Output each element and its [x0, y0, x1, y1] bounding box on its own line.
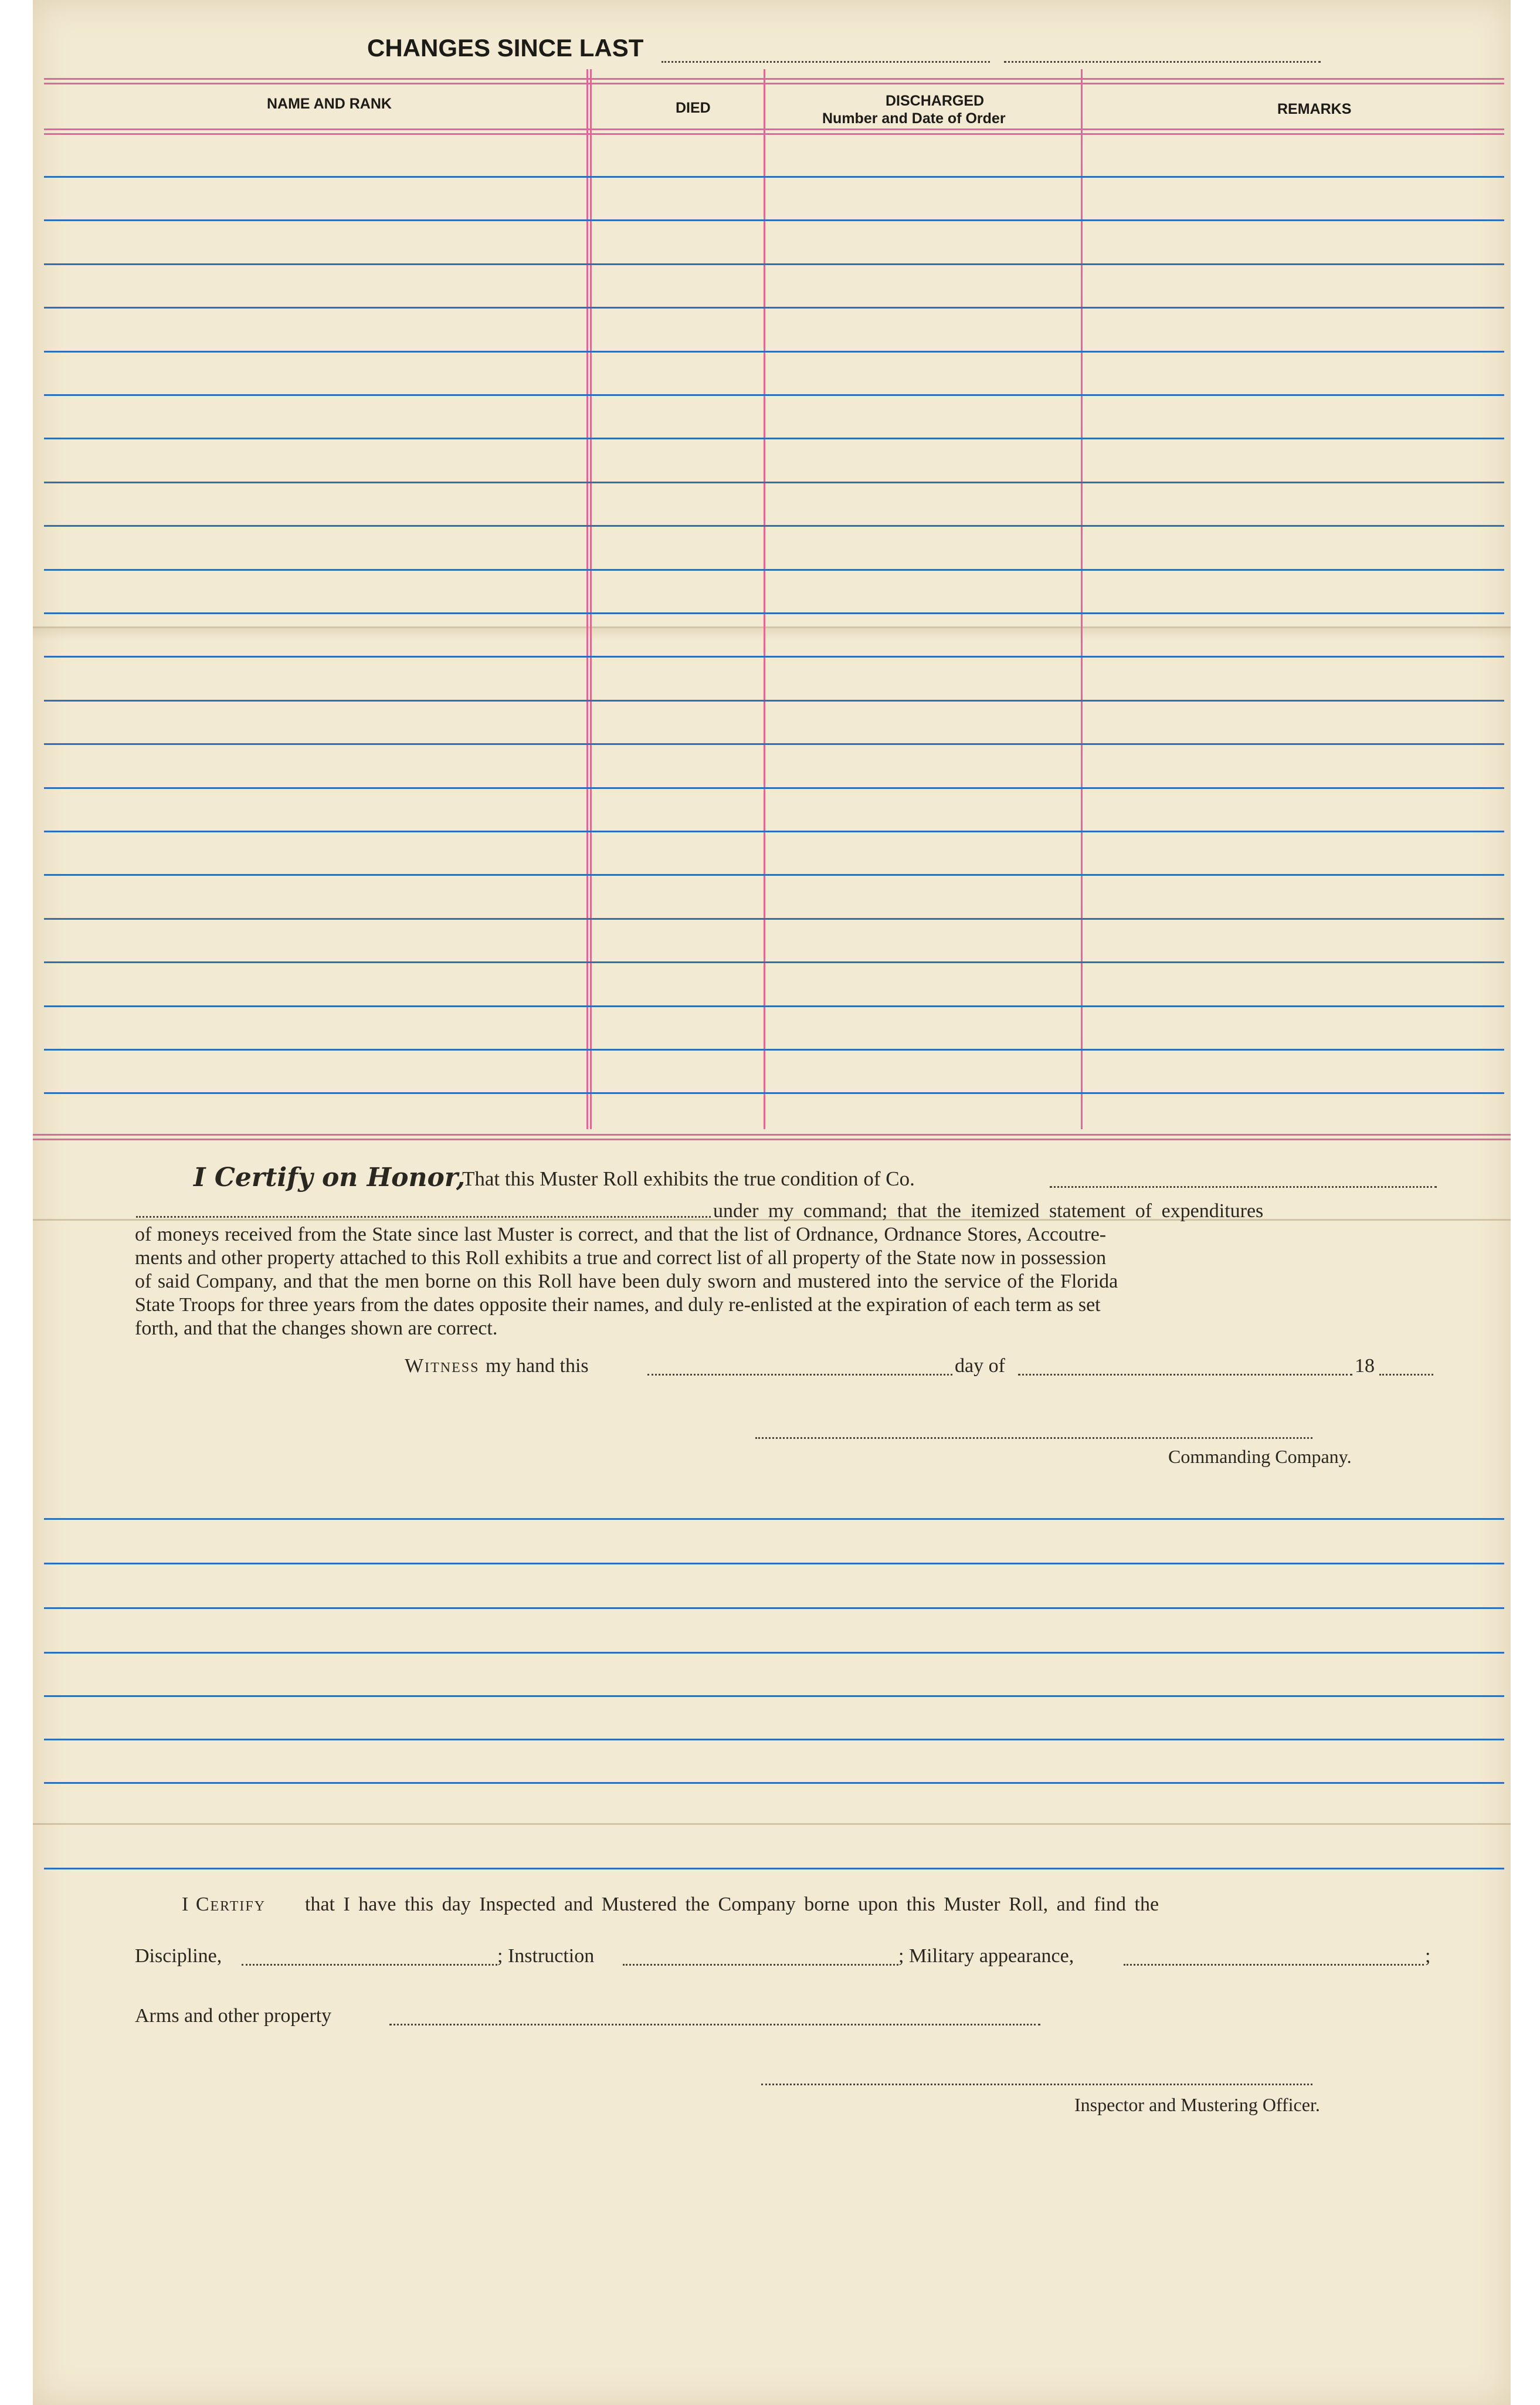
table-row-rule — [44, 743, 1504, 745]
certify-line-6: State Troops for three years from the dates opposite their names, and duly re-enlisted at the expiration of each term as set — [135, 1294, 1101, 1316]
table-row-rule — [44, 874, 1504, 876]
discipline-blank — [242, 1964, 497, 1966]
blank-ruled-line — [44, 1518, 1504, 1520]
table-row-rule — [44, 525, 1504, 527]
arms-label: Arms and other property — [135, 2005, 332, 2027]
header-top-rule — [44, 83, 1504, 84]
column-divider — [764, 69, 765, 1129]
table-row-rule — [44, 831, 1504, 832]
day-of-label: day of — [955, 1355, 1005, 1377]
table-row-rule — [44, 351, 1504, 353]
table-bottom-rule — [33, 1139, 1511, 1140]
column-divider — [1081, 69, 1083, 1129]
fold-shadow — [33, 628, 1511, 640]
table-row-rule — [44, 961, 1504, 963]
certify-line-5: of said Company, and that the men borne on this Roll have been duly sworn and mustered into the service of the Florida — [135, 1271, 1118, 1292]
year-prefix: 18 — [1355, 1355, 1375, 1377]
changes-title: CHANGES SINCE LAST — [367, 34, 644, 62]
certify-on-honor-heading: I Certify on Honor, — [194, 1163, 466, 1193]
table-row-rule — [44, 176, 1504, 178]
blank-ruled-line — [44, 1695, 1504, 1697]
column-divider — [590, 69, 592, 1129]
arms-blank — [389, 2024, 1040, 2025]
certify-line-3: of moneys received from the State since last Muster is correct, and that the list of Ordnance, Ordnance Stores, Accoutre- — [135, 1224, 1107, 1245]
column-name-rank: NAME AND RANK — [267, 96, 392, 112]
title-fill-line-1 — [662, 61, 990, 63]
inspector-signature-line — [761, 2084, 1312, 2085]
month-blank — [1018, 1374, 1352, 1376]
column-remarks: REMARKS — [1277, 101, 1352, 117]
column-died: DIED — [676, 100, 711, 116]
table-bottom-rule — [33, 1134, 1511, 1136]
header-top-rule — [44, 78, 1504, 80]
instruction-blank — [623, 1964, 898, 1966]
discipline-label: Discipline, — [135, 1945, 222, 1967]
witness-rest: my hand this — [486, 1355, 589, 1377]
blank-ruled-line — [44, 1868, 1504, 1869]
header-bottom-rule — [44, 128, 1504, 130]
table-row-rule — [44, 263, 1504, 265]
table-row-rule — [44, 482, 1504, 483]
table-row-rule — [44, 918, 1504, 920]
blank-ruled-line — [44, 1652, 1504, 1654]
fold-line — [33, 1823, 1511, 1825]
title-fill-line-2 — [1004, 61, 1321, 63]
military-appearance-label: ; Military appearance, — [898, 1945, 1074, 1967]
table-row-rule — [44, 394, 1504, 396]
table-row-rule — [44, 438, 1504, 439]
blank-ruled-line — [44, 1563, 1504, 1564]
certify-line-1: That this Muster Roll exhibits the true condition of Co. — [462, 1167, 915, 1190]
header-bottom-rule — [44, 133, 1504, 135]
column-discharged-subtitle: Number and Date of Order — [822, 110, 1006, 127]
year-blank — [1379, 1374, 1433, 1376]
certify-line-4: ments and other property attached to this Roll exhibits a true and correct list of all property of the State now in possession — [135, 1247, 1107, 1269]
table-row-rule — [44, 569, 1504, 571]
table-row-rule — [44, 700, 1504, 702]
table-row-rule — [44, 1049, 1504, 1051]
table-row-rule — [44, 219, 1504, 221]
table-row-rule — [44, 787, 1504, 789]
inspector-certify-prefix: I Certify — [182, 1893, 266, 1915]
certify-line-7: forth, and that the changes shown are correct. — [135, 1317, 498, 1339]
inspector-signature-label: Inspector and Mustering Officer. — [1074, 2094, 1320, 2115]
inspector-certify-text: that I have this day Inspected and Mustered the Company borne upon this Muster Roll, and find the — [305, 1893, 1159, 1915]
column-discharged: DISCHARGED — [886, 93, 985, 109]
day-blank — [647, 1374, 952, 1376]
certify-line-2: under my command; that the itemized statement of expenditures — [713, 1200, 1264, 1222]
instruction-label: ; Instruction — [497, 1945, 595, 1967]
table-row-rule — [44, 1005, 1504, 1007]
table-row-rule — [44, 656, 1504, 658]
witness-label: Witness — [405, 1355, 480, 1377]
commander-signature-line — [755, 1437, 1312, 1439]
military-end-semicolon: ; — [1425, 1945, 1431, 1967]
company-blank — [1050, 1186, 1437, 1188]
military-appearance-blank — [1124, 1964, 1424, 1966]
blank-ruled-line — [44, 1607, 1504, 1609]
blank-ruled-line — [44, 1739, 1504, 1740]
command-blank — [136, 1216, 711, 1218]
table-row-rule — [44, 1092, 1504, 1094]
table-row-rule — [44, 307, 1504, 309]
blank-ruled-line — [44, 1782, 1504, 1784]
column-divider — [586, 69, 588, 1129]
table-row-rule — [44, 612, 1504, 614]
commander-signature-label: Commanding Company. — [1168, 1446, 1352, 1467]
